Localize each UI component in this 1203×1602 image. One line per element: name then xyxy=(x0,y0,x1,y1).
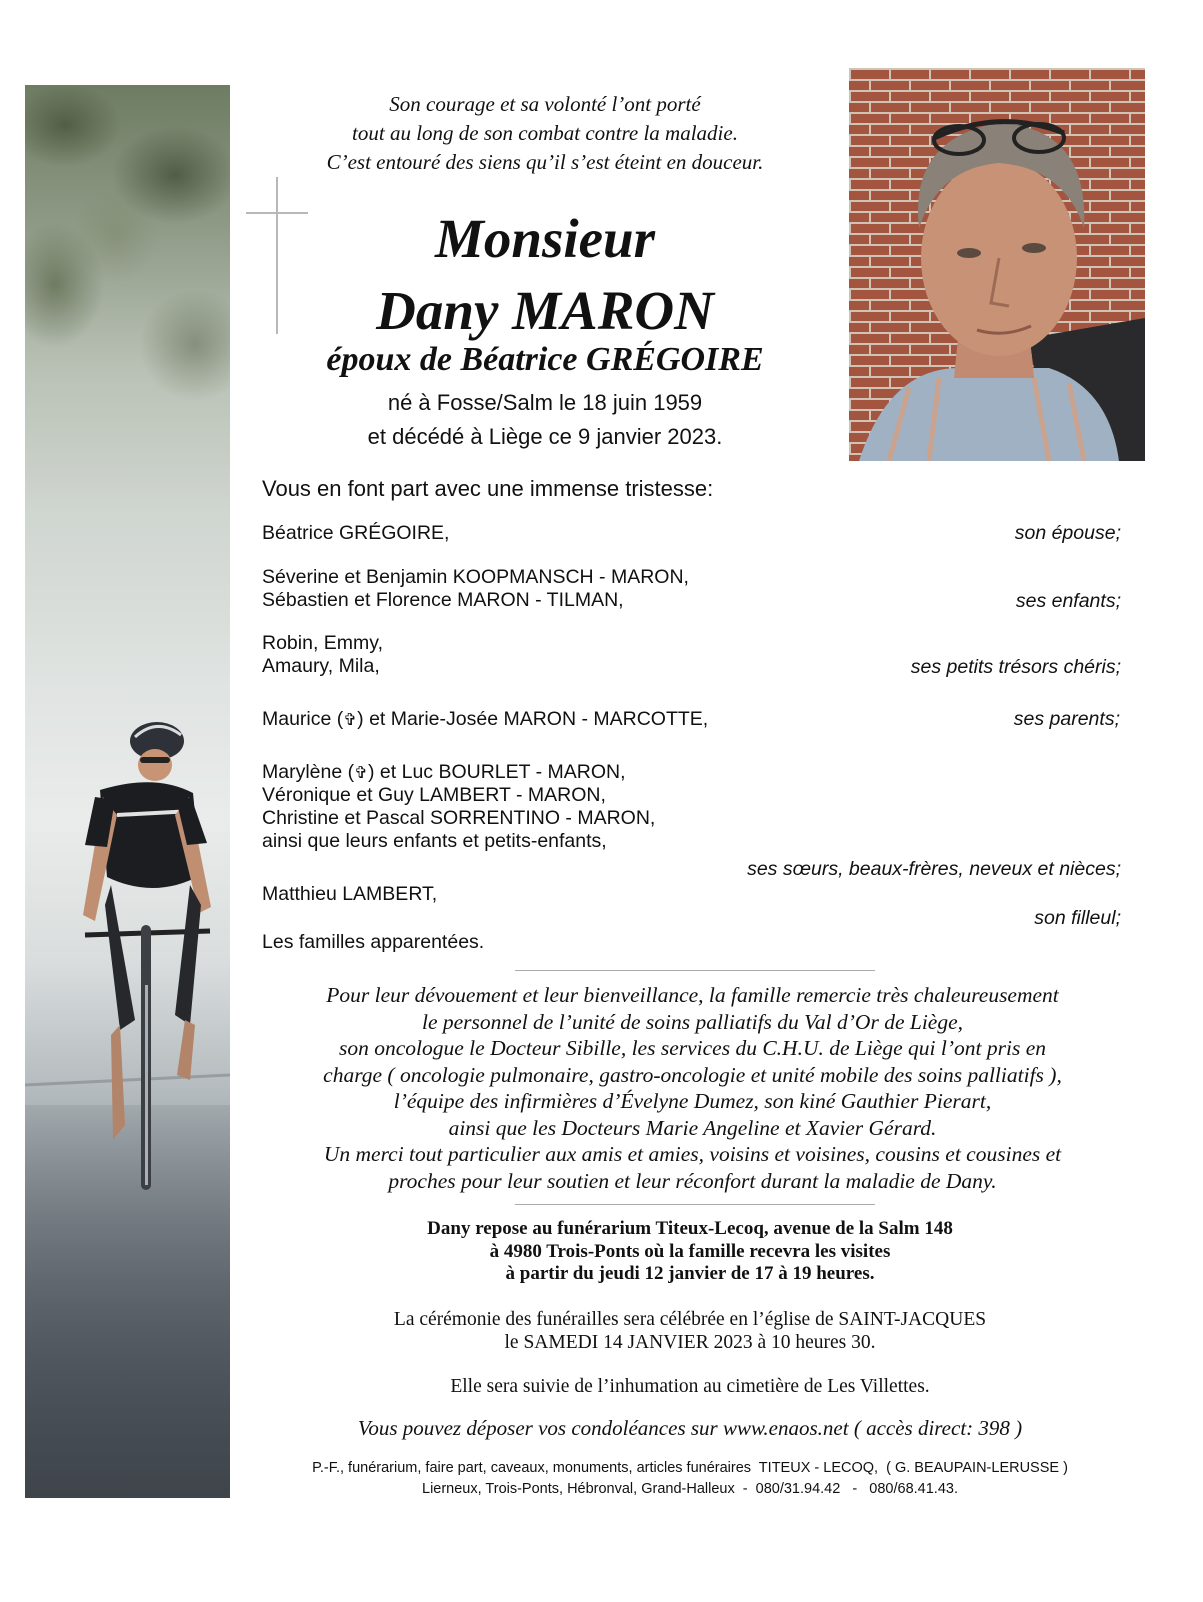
quote-line: tout au long de son combat contre la maladie. xyxy=(352,121,738,145)
family-names-soeurs xyxy=(262,761,655,853)
repose-line: à 4980 Trois-Ponts où la famille recevra les visites xyxy=(489,1240,891,1262)
family-name: Amaury, Mila, xyxy=(262,655,380,677)
repose-line: à partir du jeudi 12 janvier de 17 à 19 heures. xyxy=(505,1263,875,1284)
condolences-line: Vous pouvez déposer vos condoléances sur www.enaos.net ( accès direct: 398 ) xyxy=(357,1416,1023,1440)
family-relation-enfants: ses enfants; xyxy=(1015,590,1121,612)
footer-line: Lierneux, Trois-Ponts, Hébronval, Grand-Halleux - 080/31.94.42 - 080/68.41.43. xyxy=(422,1481,958,1497)
opening-quote xyxy=(245,90,845,177)
quote-line: Son courage et sa volonté l’ont porté xyxy=(389,92,701,116)
birth-line: né à Fosse/Salm le 18 juin 1959 xyxy=(387,390,703,415)
spouse-line: époux de Béatrice GRÉGOIRE xyxy=(326,341,764,378)
portrait-illustration xyxy=(849,68,1145,461)
family-name-filleul: Matthieu LAMBERT, xyxy=(262,883,438,905)
family-relation-soeurs: ses sœurs, beaux-frères, neveux et nièces; xyxy=(747,858,1121,880)
family-name: Séverine et Benjamin KOOPMANSCH - MARON, xyxy=(262,566,689,588)
family-relation-epouse: son épouse; xyxy=(1014,522,1121,544)
burial-info: Elle sera suivie de l’inhumation au cimetière de Les Villettes. xyxy=(450,1376,930,1397)
family-name: Christine et Pascal SORRENTINO - MARON, xyxy=(262,807,656,829)
portrait-photo xyxy=(849,68,1145,461)
family-relation-petits: ses petits trésors chéris; xyxy=(910,656,1121,678)
family-names-parents xyxy=(262,708,708,731)
thanks-line: Pour leur dévouement et leur bienveillance, la famille remercie très chaleureusement xyxy=(326,983,1059,1007)
ceremony-info xyxy=(260,1308,1120,1354)
deceased-cross-icon: ✞ xyxy=(343,710,358,729)
family-relation-filleul: son filleul; xyxy=(1034,907,1121,929)
thanks-line: son oncologue le Docteur Sibille, les services du C.H.U. de Liège qui l’ont pris en xyxy=(339,1036,1046,1060)
announcement-heading: Vous en font part avec une immense tristesse: xyxy=(262,476,714,501)
family-name: ) et Luc BOURLET - MARON, xyxy=(368,761,626,783)
thanks-line: le personnel de l’unité de soins palliatifs du Val d’Or de Liège, xyxy=(421,1009,964,1034)
funeral-home-info xyxy=(260,1218,1120,1286)
cyclist-photo xyxy=(25,85,230,1498)
family-name: ) et Marie-Josée MARON - MARCOTTE, xyxy=(357,708,709,730)
thanks-line: Un merci tout particulier aux amis et amies, voisins et voisines, cousins et cousines et xyxy=(323,1142,1062,1166)
family-names-petits xyxy=(262,632,383,678)
quote-line: C’est entouré des siens qu’il s’est éteint en douceur. xyxy=(326,150,764,174)
thanks-line: proches pour leur soutien et leur réconfort durant la maladie de Dany. xyxy=(388,1168,997,1193)
family-name: Sébastien et Florence MARON - TILMAN, xyxy=(262,589,624,611)
thanks-line: ainsi que les Docteurs Marie Angeline et Xavier Gérard. xyxy=(448,1115,937,1140)
deceased-cross-icon: ✞ xyxy=(354,763,369,782)
thanks-paragraph xyxy=(255,982,1130,1194)
divider xyxy=(515,970,875,971)
ceremony-line: le SAMEDI 14 JANVIER 2023 à 10 heures 30. xyxy=(504,1332,876,1353)
family-name: Véronique et Guy LAMBERT - MARON, xyxy=(262,784,606,806)
ceremony-line: La cérémonie des funérailles sera célébrée en l’église de SAINT-JACQUES xyxy=(393,1309,987,1330)
family-relation-parents: ses parents; xyxy=(1013,708,1120,730)
title-honorific: Monsieur xyxy=(434,208,656,269)
repose-line: Dany repose au funérarium Titeux-Lecoq, avenue de la Salm 148 xyxy=(427,1218,953,1239)
thanks-line: charge ( oncologie pulmonaire, gastro-oncologie et unité mobile des soins palliatifs ), xyxy=(323,1062,1062,1087)
family-name-epouse: Béatrice GRÉGOIRE, xyxy=(262,522,450,544)
family-apparentees: Les familles apparentées. xyxy=(262,931,485,953)
deceased-name xyxy=(245,203,845,347)
cyclist-figure xyxy=(25,85,230,1498)
funeral-director-footer xyxy=(245,1458,1135,1500)
family-name: ainsi que leurs enfants et petits-enfants, xyxy=(262,830,607,852)
family-name: Maurice ( xyxy=(262,708,344,730)
footer-line: P.-F., funérarium, faire part, caveaux, monuments, articles funéraires TITEUX - LECOQ, ( G. BEAUPAIN-LERUSSE ) xyxy=(312,1460,1068,1476)
family-name: Marylène ( xyxy=(262,761,355,783)
death-line: et décédé à Liège ce 9 janvier 2023. xyxy=(367,424,723,449)
family-names-enfants xyxy=(262,566,689,612)
birth-death-dates xyxy=(245,386,845,454)
family-name: Robin, Emmy, xyxy=(262,632,383,654)
title-fullname: Dany MARON xyxy=(376,280,714,341)
thanks-line: l’équipe des infirmières d’Évelyne Dumez, son kiné Gauthier Pierart, xyxy=(393,1089,992,1113)
divider xyxy=(515,1204,875,1205)
